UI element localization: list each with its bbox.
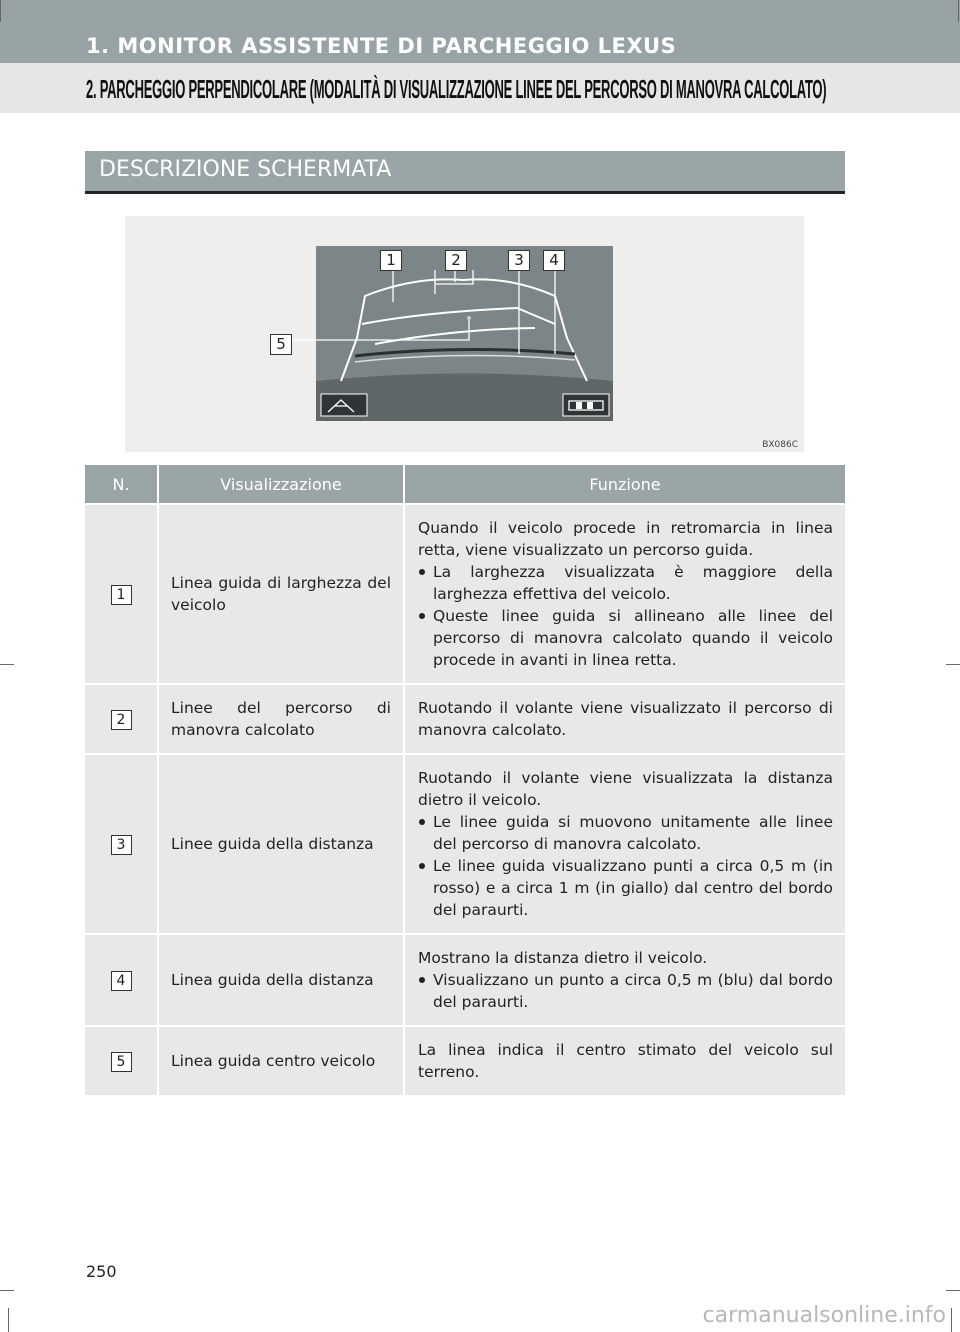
- display-cell: Linea guida di larghezza del veicolo: [158, 504, 404, 684]
- callout-5: 5: [270, 334, 292, 355]
- row-number-cell: [85, 1026, 158, 1095]
- page-number: 250: [86, 1262, 117, 1281]
- function-bullet: Le linee guida visualizzano punti a circa 0,5 m (in rosso) e a circa 1 m (in giallo) dal centro del bordo del paraurti.: [418, 855, 833, 921]
- section-heading: DESCRIZIONE SCHERMATA: [99, 157, 392, 182]
- figure-id: BX086C: [762, 440, 798, 450]
- function-cell: [404, 934, 845, 1026]
- crop-mark: [951, 1308, 952, 1332]
- section-heading-bar: [85, 151, 845, 194]
- row-number-badge: 3: [111, 835, 132, 855]
- display-cell: Linee guida della distanza: [158, 754, 404, 934]
- row-number-cell: [85, 684, 158, 754]
- table-row: [85, 1026, 845, 1095]
- crop-mark: [958, 0, 959, 22]
- callout-2: 2: [445, 250, 467, 271]
- table-row: [85, 934, 845, 1026]
- function-cell: [404, 1026, 845, 1095]
- function-text: Ruotando il volante viene visualizzato il percorso di manovra calcolato.: [418, 699, 833, 739]
- crop-mark: [0, 664, 14, 665]
- function-text: Ruotando il volante viene visualizzata la distanza dietro il veicolo.: [418, 769, 833, 809]
- row-number-cell: [85, 504, 158, 684]
- description-table: [85, 465, 845, 1095]
- row-number-badge: 4: [111, 971, 132, 991]
- display-cell: Linea guida della distanza: [158, 934, 404, 1026]
- column-header-function: Funzione: [404, 465, 845, 504]
- function-text: La linea indica il centro stimato del veicolo sul terreno.: [418, 1041, 833, 1081]
- row-number-badge: 2: [111, 710, 132, 730]
- function-bullet: La larghezza visualizzata è maggiore della larghezza effettiva del veicolo.: [418, 561, 833, 605]
- function-bullet: Queste linee guida si allineano alle linee del percorso di manovra calcolato quando il veicolo procede in avanti in linea retta.: [418, 605, 833, 671]
- section-title: 2. PARCHEGGIO PERPENDICOLARE (MODALITÀ DI VISUALIZZAZIONE LINEE DEL PERCORSO DI MANOVRA CALCOLATO): [86, 74, 827, 104]
- display-cell: Linea guida centro veicolo: [158, 1026, 404, 1095]
- column-header-number: N.: [85, 465, 158, 504]
- crop-mark: [0, 0, 1, 22]
- row-number-cell: [85, 754, 158, 934]
- chapter-title: 1. MONITOR ASSISTENTE DI PARCHEGGIO LEXUS: [86, 34, 677, 58]
- table-row: [85, 754, 845, 934]
- table-row: [85, 504, 845, 684]
- crop-mark: [0, 1290, 14, 1291]
- function-cell: [404, 754, 845, 934]
- row-number-badge: 5: [111, 1052, 132, 1072]
- crop-mark: [946, 1290, 960, 1291]
- watermark: carmanualsonline.info: [702, 1303, 946, 1328]
- function-text: Quando il veicolo procede in retromarcia in linea retta, viene visualizzato un percorso guida.: [418, 519, 833, 559]
- function-cell: [404, 684, 845, 754]
- function-text: Mostrano la distanza dietro il veicolo.: [418, 949, 708, 967]
- function-bullet: Visualizzano un punto a circa 0,5 m (blu) dal bordo del paraurti.: [418, 969, 833, 1013]
- callout-1: 1: [380, 250, 402, 271]
- callout-4: 4: [543, 250, 565, 271]
- row-number-cell: [85, 934, 158, 1026]
- screen-figure: [125, 216, 804, 452]
- callout-3: 3: [508, 250, 530, 271]
- function-bullet: Le linee guida si muovono unitamente alle linee del percorso di manovra calcolato.: [418, 811, 833, 855]
- function-cell: [404, 504, 845, 684]
- crop-mark: [946, 664, 960, 665]
- table-row: [85, 684, 845, 754]
- display-cell: Linee del percorso di manovra calcolato: [158, 684, 404, 754]
- table-header-row: [85, 465, 845, 504]
- row-number-badge: 1: [111, 585, 132, 605]
- crop-mark: [8, 1308, 9, 1332]
- column-header-display: Visualizzazione: [158, 465, 404, 504]
